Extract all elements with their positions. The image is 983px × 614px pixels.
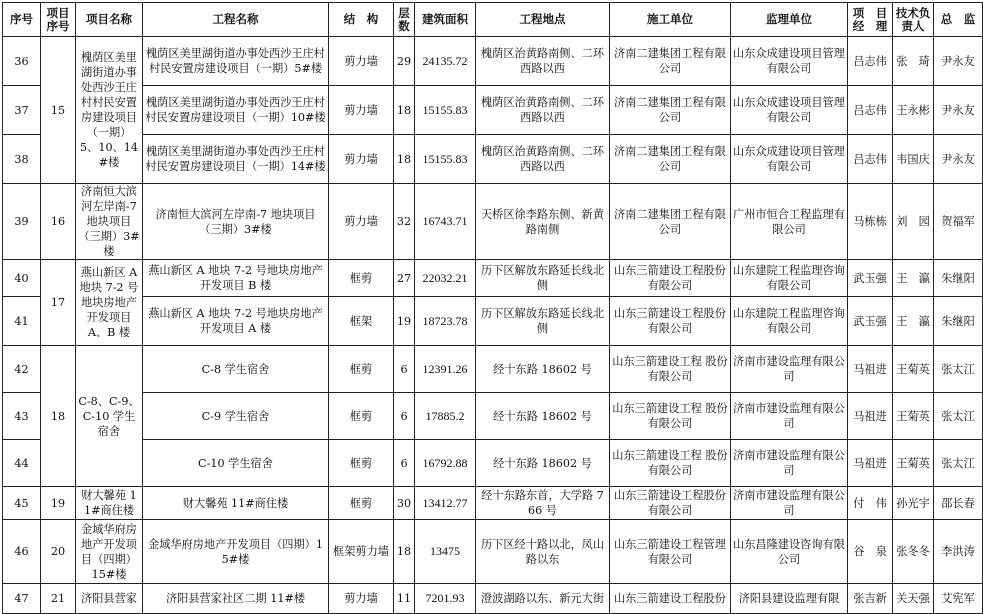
cell-project-manager: 武玉强 — [848, 297, 893, 346]
cell-chief-supervisor: 朱继阳 — [934, 260, 983, 297]
cell-engineering-name: 槐荫区美里湖街道办事处西沙王庄村村民安置房建设项目（一期）14#楼 — [143, 135, 329, 184]
table-row — [3, 584, 983, 614]
cell-seq: 46 — [3, 520, 41, 584]
cell-floors: 6 — [394, 346, 415, 393]
cell-tech-lead: 王 瀛 — [893, 297, 934, 346]
cell-area: 7201.93 — [415, 584, 476, 614]
cell-area: 24135.72 — [415, 37, 476, 86]
cell-floors: 32 — [394, 184, 415, 260]
cell-structure: 框剪 — [329, 487, 394, 520]
cell-area: 18723.78 — [415, 297, 476, 346]
header-floors: 层数 — [394, 3, 415, 37]
cell-seq: 38 — [3, 135, 41, 184]
cell-tech-lead: 孙光宇 — [893, 487, 934, 520]
cell-project-name: 燕山新区 A 地块 7-2 号地块房地产开发项目 A、B 楼 — [76, 260, 143, 346]
cell-project-manager: 吕志伟 — [848, 37, 893, 86]
cell-chief-supervisor: 艾宪军 — [934, 584, 983, 614]
cell-area: 15155.83 — [415, 135, 476, 184]
cell-area: 13475 — [415, 520, 476, 584]
cell-structure: 框剪 — [329, 440, 394, 487]
header-project-manager: 项 目经 理 — [848, 3, 893, 37]
header-chief-supervisor: 总 监 — [934, 3, 983, 37]
cell-project-name: 济南恒大滨河左岸南-7地块项目（三期）3#楼 — [76, 184, 143, 260]
cell-project-seq: 18 — [41, 346, 76, 487]
cell-location: 槐荫区治黄路南侧、二环西路以西 — [476, 135, 610, 184]
cell-structure: 框架剪力墙 — [329, 520, 394, 584]
cell-engineering-name: 济南恒大滨河左岸南-7 地块项目（三期）3#楼 — [143, 184, 329, 260]
cell-project-seq: 15 — [41, 37, 76, 184]
cell-structure: 框架 — [329, 297, 394, 346]
cell-contractor: 济南二建集团工程有限公司 — [610, 184, 731, 260]
cell-engineering-name: 槐荫区美里湖街道办事处西沙王庄村村民安置房建设项目（一期）10#楼 — [143, 86, 329, 135]
header-supervisor: 监理单位 — [731, 3, 848, 37]
cell-engineering-name: 财大馨苑 11#商住楼 — [143, 487, 329, 520]
cell-tech-lead: 刘 园 — [893, 184, 934, 260]
project-table — [2, 2, 983, 614]
cell-chief-supervisor: 李洪涛 — [934, 520, 983, 584]
cell-chief-supervisor: 邵长春 — [934, 487, 983, 520]
header-contractor: 施工单位 — [610, 3, 731, 37]
cell-tech-lead: 王菊英 — [893, 346, 934, 393]
header-location: 工程地点 — [476, 3, 610, 37]
cell-engineering-name: C-10 学生宿舍 — [143, 440, 329, 487]
cell-location: 历下区解放东路延长线北侧 — [476, 297, 610, 346]
cell-seq: 40 — [3, 260, 41, 297]
cell-tech-lead: 王 瀛 — [893, 260, 934, 297]
table-row — [3, 487, 983, 520]
cell-project-manager: 马祖进 — [848, 346, 893, 393]
cell-structure: 剪力墙 — [329, 584, 394, 614]
cell-project-manager: 马祖进 — [848, 393, 893, 440]
cell-seq: 39 — [3, 184, 41, 260]
cell-chief-supervisor: 张太江 — [934, 440, 983, 487]
cell-supervisor: 山东众成建设项目管理有限公司 — [731, 135, 848, 184]
cell-area: 22032.21 — [415, 260, 476, 297]
cell-engineering-name: 燕山新区 A 地块 7-2 号地块房地产开发项目 A 楼 — [143, 297, 329, 346]
cell-supervisor: 济南市建设监理有限公司 — [731, 346, 848, 393]
cell-area: 13412.77 — [415, 487, 476, 520]
cell-seq: 41 — [3, 297, 41, 346]
cell-supervisor: 山东建院工程监理咨询有限公司 — [731, 297, 848, 346]
header-project-name: 项目名称 — [76, 3, 143, 37]
cell-contractor: 济南二建集团工程有限公司 — [610, 135, 731, 184]
header-area: 建筑面积 — [415, 3, 476, 37]
cell-contractor: 山东三箭建设工程管理有限公司 — [610, 520, 731, 584]
table-row — [3, 184, 983, 260]
cell-contractor: 山东三箭建设工程股份有限公司 — [610, 487, 731, 520]
cell-supervisor: 山东昌隆建设咨询有限公司 — [731, 520, 848, 584]
cell-chief-supervisor: 尹永友 — [934, 37, 983, 86]
cell-structure: 剪力墙 — [329, 86, 394, 135]
cell-location: 经十东路东首，大学路 766 号 — [476, 487, 610, 520]
cell-contractor: 山东三箭建设工程 股份有限公司 — [610, 346, 731, 393]
cell-seq: 47 — [3, 584, 41, 614]
cell-project-name: 槐荫区美里湖街道办事处西沙王庄村村民安置房建设项目（一期）5、10、14#楼 — [76, 37, 143, 184]
cell-floors: 29 — [394, 37, 415, 86]
cell-tech-lead: 张 琦 — [893, 37, 934, 86]
cell-supervisor: 济南市建设监理有限公司 — [731, 440, 848, 487]
cell-structure: 框剪 — [329, 346, 394, 393]
cell-project-manager: 吕志伟 — [848, 135, 893, 184]
cell-project-seq: 20 — [41, 520, 76, 584]
table-row — [3, 346, 983, 393]
cell-seq: 44 — [3, 440, 41, 487]
cell-location: 澄波湖路以东、新元大街 — [476, 584, 610, 614]
cell-chief-supervisor: 贺福军 — [934, 184, 983, 260]
cell-tech-lead: 韦国庆 — [893, 135, 934, 184]
cell-location: 历下区解放东路延长线北侧 — [476, 260, 610, 297]
cell-engineering-name: 槐荫区美里湖街道办事处西沙王庄村村民安置房建设项目（一期）5#楼 — [143, 37, 329, 86]
table-row — [3, 297, 983, 346]
cell-project-manager: 马祖进 — [848, 440, 893, 487]
cell-structure: 剪力墙 — [329, 184, 394, 260]
cell-project-manager: 吕志伟 — [848, 86, 893, 135]
table-row — [3, 86, 983, 135]
cell-supervisor: 济南市建设监理有限公司 — [731, 487, 848, 520]
cell-structure: 剪力墙 — [329, 135, 394, 184]
header-tech-lead: 技术负责人 — [893, 3, 934, 37]
cell-contractor: 山东三箭建设工程 股份有限公司 — [610, 393, 731, 440]
cell-supervisor: 广州市恒合工程监理有限公司 — [731, 184, 848, 260]
cell-contractor: 山东三箭建设工程股份有限公司 — [610, 297, 731, 346]
cell-location: 槐荫区治黄路南侧、二环西路以西 — [476, 86, 610, 135]
cell-project-name: 财大馨苑 11#商住楼 — [76, 487, 143, 520]
table-row — [3, 393, 983, 440]
cell-supervisor: 济阳县建设监理有限 — [731, 584, 848, 614]
cell-area: 16743.71 — [415, 184, 476, 260]
table-row — [3, 520, 983, 584]
cell-contractor: 山东三箭建设工程股份有限公司 — [610, 260, 731, 297]
cell-chief-supervisor: 尹永友 — [934, 135, 983, 184]
cell-floors: 19 — [394, 297, 415, 346]
cell-project-name: 金域华府房地产开发项目（四期）15#楼 — [76, 520, 143, 584]
cell-chief-supervisor: 张太江 — [934, 393, 983, 440]
cell-project-seq: 19 — [41, 487, 76, 520]
cell-engineering-name: 金域华府房地产开发项目（四期）15#楼 — [143, 520, 329, 584]
cell-floors: 27 — [394, 260, 415, 297]
header-engineering-name: 工程名称 — [143, 3, 329, 37]
cell-structure: 框剪 — [329, 393, 394, 440]
cell-project-seq: 21 — [41, 584, 76, 614]
header-project-seq: 项目序号 — [41, 3, 76, 37]
table-row — [3, 440, 983, 487]
cell-project-manager: 武玉强 — [848, 260, 893, 297]
cell-contractor: 济南二建集团工程有限公司 — [610, 86, 731, 135]
cell-location: 经十东路 18602 号 — [476, 346, 610, 393]
cell-supervisor: 山东众成建设项目管理有限公司 — [731, 86, 848, 135]
cell-floors: 6 — [394, 393, 415, 440]
cell-structure: 剪力墙 — [329, 37, 394, 86]
cell-project-manager: 付 伟 — [848, 487, 893, 520]
cell-engineering-name: 燕山新区 A 地块 7-2 号地块房地产开发项目 B 楼 — [143, 260, 329, 297]
cell-seq: 42 — [3, 346, 41, 393]
cell-floors: 11 — [394, 584, 415, 614]
cell-structure: 框剪 — [329, 260, 394, 297]
cell-tech-lead: 张冬冬 — [893, 520, 934, 584]
cell-location: 天桥区徐李路东侧、新黄路南侧 — [476, 184, 610, 260]
cell-area: 16792.88 — [415, 440, 476, 487]
cell-location: 经十东路 18602 号 — [476, 393, 610, 440]
cell-project-name: 济阳县营家 — [76, 584, 143, 614]
cell-floors: 18 — [394, 135, 415, 184]
cell-floors: 30 — [394, 487, 415, 520]
cell-seq: 37 — [3, 86, 41, 135]
cell-tech-lead: 王菊英 — [893, 393, 934, 440]
cell-project-seq: 16 — [41, 184, 76, 260]
cell-engineering-name: 济阳县营家社区二期 11#楼 — [143, 584, 329, 614]
cell-supervisor: 济南市建设监理有限公司 — [731, 393, 848, 440]
table-row — [3, 135, 983, 184]
cell-seq: 45 — [3, 487, 41, 520]
cell-project-name: C-8、C-9、C-10 学生宿舍 — [76, 346, 143, 487]
cell-area: 17885.2 — [415, 393, 476, 440]
cell-project-manager: 谷 泉 — [848, 520, 893, 584]
cell-area: 15155.83 — [415, 86, 476, 135]
cell-chief-supervisor: 张太江 — [934, 346, 983, 393]
cell-floors: 6 — [394, 440, 415, 487]
cell-location: 历下区经十路以北，凤山路以东 — [476, 520, 610, 584]
cell-project-manager: 马栋栋 — [848, 184, 893, 260]
cell-project-manager: 张吉新 — [848, 584, 893, 614]
table-row — [3, 260, 983, 297]
table-row — [3, 37, 983, 86]
cell-supervisor: 山东众成建设项目管理有限公司 — [731, 37, 848, 86]
header-seq: 序号 — [3, 3, 41, 37]
cell-contractor: 济南二建集团工程有限公司 — [610, 37, 731, 86]
cell-location: 经十东路 18602 号 — [476, 440, 610, 487]
cell-supervisor: 山东建院工程监理咨询有限公司 — [731, 260, 848, 297]
cell-engineering-name: C-8 学生宿舍 — [143, 346, 329, 393]
cell-seq: 36 — [3, 37, 41, 86]
cell-contractor: 山东三箭建设工程 股份有限公司 — [610, 440, 731, 487]
cell-tech-lead: 王菊英 — [893, 440, 934, 487]
cell-location: 槐荫区治黄路南侧、二环西路以西 — [476, 37, 610, 86]
cell-seq: 43 — [3, 393, 41, 440]
header-row — [3, 3, 983, 37]
cell-floors: 18 — [394, 86, 415, 135]
cell-chief-supervisor: 尹永友 — [934, 86, 983, 135]
cell-tech-lead: 王永彬 — [893, 86, 934, 135]
cell-engineering-name: C-9 学生宿舍 — [143, 393, 329, 440]
cell-project-seq: 17 — [41, 260, 76, 346]
cell-contractor: 山东三箭建设工程股份 — [610, 584, 731, 614]
cell-tech-lead: 关天强 — [893, 584, 934, 614]
cell-floors: 18 — [394, 520, 415, 584]
header-structure: 结 构 — [329, 3, 394, 37]
cell-chief-supervisor: 朱继阳 — [934, 297, 983, 346]
cell-area: 12391.26 — [415, 346, 476, 393]
